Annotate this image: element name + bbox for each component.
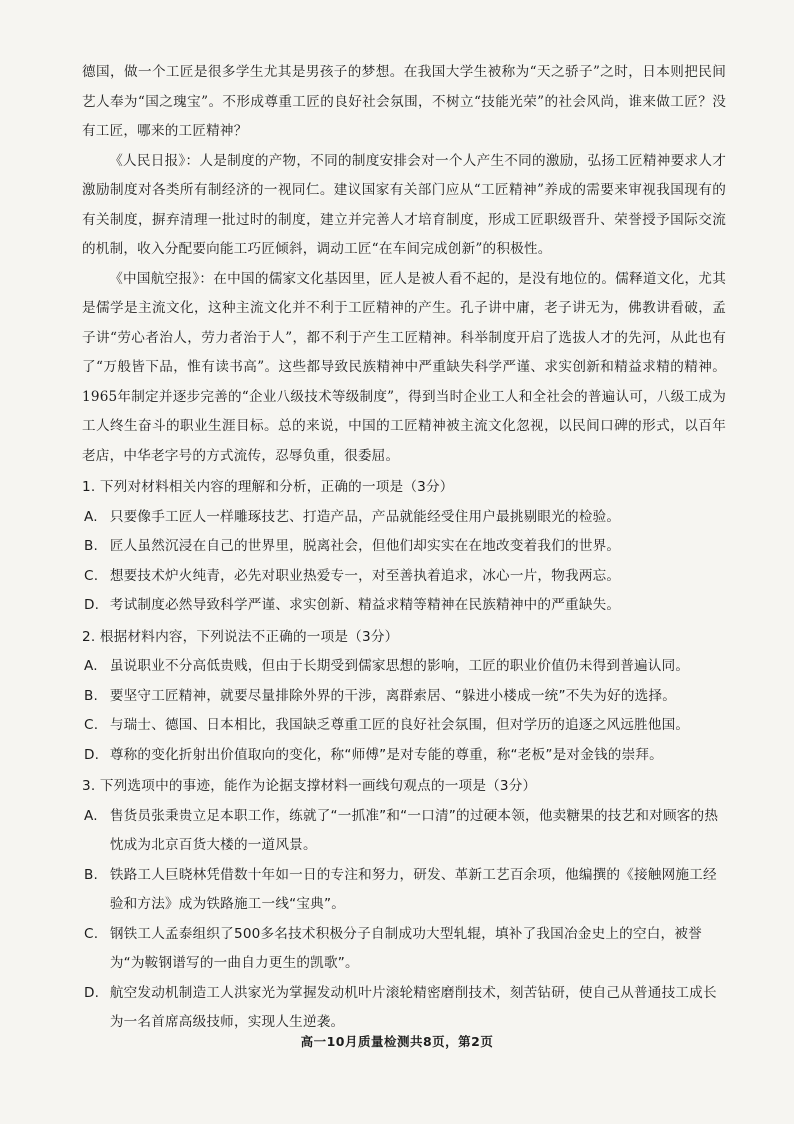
option-c[interactable] bbox=[84, 920, 726, 979]
option-d[interactable] bbox=[84, 591, 726, 621]
option-a[interactable] bbox=[84, 802, 726, 861]
option-text: 只要像手工匠人一样雕琢技艺、打造产品，产品就能经受住用户最挑剔眼光的检验。 bbox=[109, 508, 621, 525]
option-letter: A. bbox=[84, 658, 98, 674]
option-a[interactable] bbox=[84, 652, 726, 682]
option-letter: C. bbox=[84, 717, 99, 733]
option-text: 与瑞士、德国、日本相比，我国缺乏尊重工匠的良好社会氛围，但对学历的追逐之风远胜他国。 bbox=[109, 717, 690, 733]
question-2 bbox=[82, 623, 726, 771]
option-b[interactable] bbox=[84, 861, 726, 920]
option-text: 航空发动机制造工人洪家光为掌握发动机叶片滚轮精密磨削技术，刻苦钻研，使自己从普通技工成长为一名首席高级技师，实现人生逆袭。 bbox=[109, 984, 717, 1030]
option-text: 虽说职业不分高低贵贱，但由于长期受到儒家思想的影响，工匠的职业价值仍未得到普遍认同。 bbox=[109, 658, 690, 674]
option-c[interactable] bbox=[84, 562, 726, 592]
option-d[interactable] bbox=[84, 741, 726, 771]
option-letter: C. bbox=[84, 925, 99, 942]
question-1 bbox=[82, 473, 726, 621]
option-letter: D. bbox=[84, 597, 100, 613]
option-letter: D. bbox=[84, 984, 100, 1001]
option-letter: A. bbox=[84, 508, 98, 525]
option-text: 想要技术炉火纯青，必先对职业热爱专一，对至善执着追求，冰心一片，物我两忘。 bbox=[109, 567, 621, 584]
option-b[interactable] bbox=[84, 532, 726, 562]
question-stem: 1. 下列对材料相关内容的理解和分析，正确的一项是（3分） bbox=[82, 479, 454, 495]
question-stem: 2. 根据材料内容，下列说法不正确的一项是（3分） bbox=[82, 628, 399, 645]
option-b[interactable] bbox=[84, 682, 726, 712]
option-letter: B. bbox=[84, 866, 99, 883]
option-text: 售货员张秉贵立足本职工作，练就了“一抓准”和“一口清”的过硬本领，他卖糖果的技艺和对顾客的热忱成为北京百货大楼的一道风景。 bbox=[109, 807, 719, 853]
question-3 bbox=[82, 772, 726, 1038]
passage-paragraph-1: 德国，做一个工匠是很多学生尤其是男孩子的梦想。在我国大学生被称为“天之骄子”之时，日本则把民间艺人奉为“国之瑰宝”。不形成尊重工匠的良好社会氛围，不树立“技能光荣”的社会风尚，谁来做工匠？没有工匠，哪来的工匠精神？ bbox=[82, 64, 726, 139]
option-c[interactable] bbox=[84, 711, 726, 741]
option-letter: A. bbox=[84, 807, 98, 824]
option-d[interactable] bbox=[84, 979, 726, 1038]
option-text: 铁路工人巨晓林凭借数十年如一日的专注和努力，研发、革新工艺百余项，他编撰的《接触网施工经验和方法》成为铁路施工一线“宝典”。 bbox=[109, 866, 717, 912]
option-text: 匠人虽然沉浸在自己的世界里，脱离社会，但他们却实实在在地改变着我们的世界。 bbox=[109, 538, 621, 554]
question-stem: 3. 下列选项中的事迹，能作为论据支撑材料一画线句观点的一项是（3分） bbox=[82, 778, 537, 794]
option-letter: B. bbox=[84, 538, 99, 554]
option-text: 考试制度必然导致科学严谨、求实创新、精益求精等精神在民族精神中的严重缺失。 bbox=[109, 597, 621, 613]
page-footer: 高一10月质量检测共8页，第2页 bbox=[300, 1034, 494, 1049]
passage-paragraph-renmin-ribao: 《人民日报》：人是制度的产物，不同的制度安排会对一个人产生不同的激励，弘扬工匠精神要求人才激励制度对各类所有制经济的一视同仁。建议国家有关部门应从“工匠精神”养成的需要来审视我国现有的有关制度，摒弃清理一批过时的制度，建立并完善人才培育制度，形成工匠职级晋升、荣誉授予国际交流的机制，收入分配要向能工巧匠倾斜，调动工匠“在车间完成创新”的积极性。 bbox=[82, 152, 726, 257]
option-letter: C. bbox=[84, 567, 99, 584]
option-a[interactable] bbox=[84, 503, 726, 533]
option-text: 钢铁工人孟泰组织了500多名技术积极分子自制成功大型轧辊，填补了我国冶金史上的空白，被誉为“为鞍钢谱写的一曲自力更生的凯歌”。 bbox=[109, 925, 702, 971]
option-letter: B. bbox=[84, 687, 99, 704]
passage-paragraph-hangkong-bao: 《中国航空报》：在中国的儒家文化基因里，匠人是被人看不起的，是没有地位的。儒释道文化，尤其是儒学是主流文化，这种主流文化并不利于工匠精神的产生。孔子讲中庸，老子讲无为，佛教讲看破，孟子讲“劳心者治人，劳力者治于人”，都不利于产生工匠精神。科举制度开启了选拔人才的先河，从此也有了“万般皆下品，惟有读书高”。这些都导致民族精神中严重缺失科学严谨、求实创新和精益求精的精神。1965年制定并逐步完善的“企业八级技术等级制度”，得到当时企业工人和全社会的普遍认可，八级工成为工人终生奋斗的职业生涯目标。总的来说，中国的工匠精神被主流文化忽视，以民间口碑的形式，以百年老店，中华老字号的方式流传，忍辱负重，很委屈。 bbox=[82, 270, 726, 464]
option-text: 尊称的变化折射出价值取向的变化，称“师傅”是对专能的尊重，称“老板”是对金钱的崇拜。 bbox=[109, 746, 663, 763]
option-letter: D. bbox=[84, 746, 100, 763]
option-text: 要坚守工匠精神，就要尽量排除外界的干涉，离群索居、“躲进小楼成一统”不失为好的选择。 bbox=[109, 687, 677, 704]
